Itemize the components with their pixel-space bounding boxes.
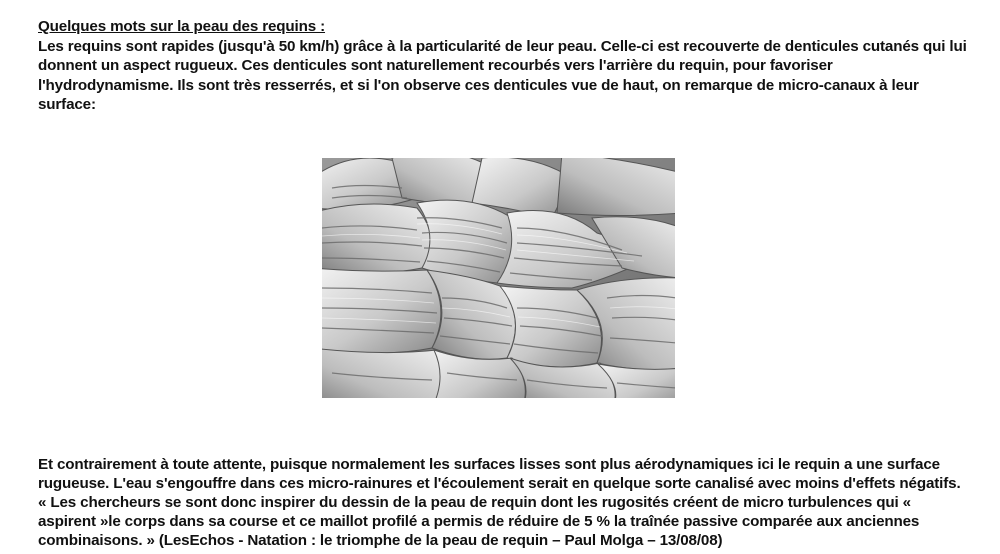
section-heading: Quelques mots sur la peau des requins : (38, 18, 326, 35)
intro-paragraph: Les requins sont rapides (jusqu'à 50 km/h) grâce à la particularité de leur peau. Celle-ci est recouverte de denticules cutanés qui lui donnent un aspect rugueux. Ces denticules sont naturellement recourbés vers l'arrière du requin, pour favoriser l'hydrodynamisme. Ils sont très resserrés, et si l'on observe ces denticules vue de haut, on remarque de micro-canaux à leur surface: (38, 37, 967, 113)
intro-section (38, 17, 968, 115)
citation-quote: « Les chercheurs se sont donc inspirer du dessin de la peau de requin dont les rugosités créent de micro turbulences qui « aspirent »le corps dans sa course et ce maillot profilé a permis de réduire de 5 % la traînée passive comparée aux anciennes combinaisons. » (LesEchos - Natation : le triomphe de la peau de requin – Paul Molga – 13/08/08) (38, 494, 920, 549)
paragraph-rugosity: Et contrairement à toute attente, puisque normalement les surfaces lisses sont plus aérodynamiques ici le requin a une surface rugueuse. L'eau s'engouffre dans ces micro-rainures et l'écoulement serait en quelque sorte canalisé avec moins d'effets négatifs. (38, 456, 961, 492)
conclusion-section (38, 455, 968, 550)
shark-skin-denticles-image (322, 158, 675, 398)
